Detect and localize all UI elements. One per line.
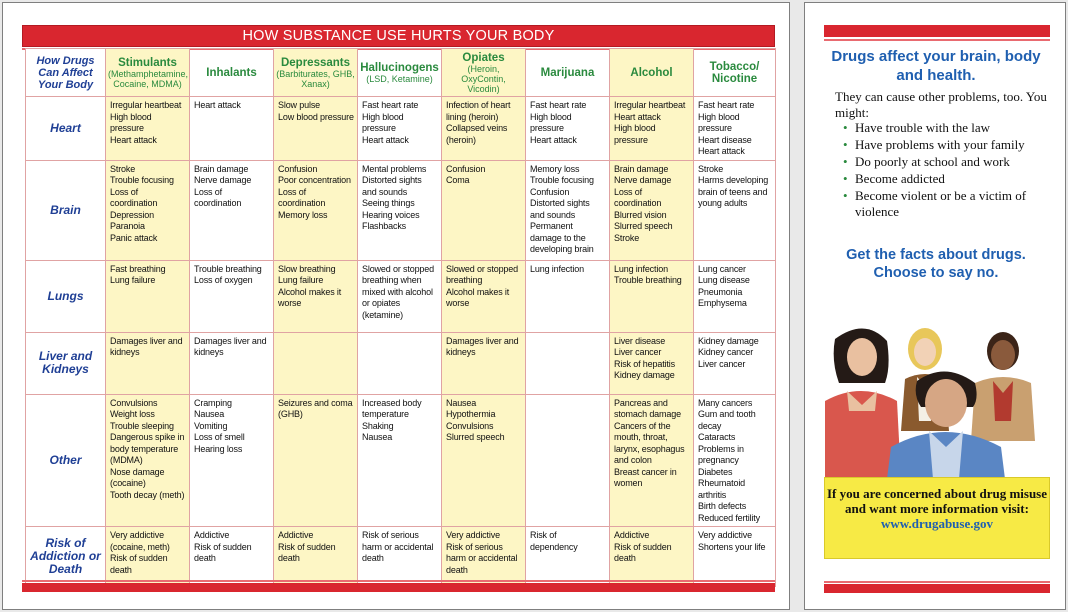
effect-item: Loss of coordination [614, 186, 662, 208]
column-header [442, 49, 526, 97]
effect-item: Seizures and coma (GHB) [278, 397, 353, 419]
column-subtitle: (Barbiturates, GHB, Xanax) [276, 68, 355, 89]
table-cell [610, 97, 694, 161]
header-row [26, 49, 776, 97]
effect-item: Alcohol makes it worse [278, 286, 342, 308]
effect-item: Paranoia [110, 221, 145, 231]
effect-item: Nausea [362, 432, 393, 442]
effect-item: Cramping [194, 397, 232, 408]
table-row [26, 332, 776, 394]
side-heading: Drugs affect your brain, body and health. [831, 48, 1041, 84]
table-cell [106, 527, 190, 587]
column-subtitle: (Heroin, OxyContin, Vicodin) [461, 63, 506, 94]
effect-item: Very addictive [446, 530, 500, 540]
table-title: HOW SUBSTANCE USE HURTS YOUR BODY [22, 25, 775, 47]
column-subtitle: (Methamphetamine, Cocaine, MDMA) [108, 68, 189, 89]
effect-item: Collapsed veins (heroin) [446, 123, 508, 145]
table-cell [694, 332, 776, 394]
effect-item: Risk of hepatitis [614, 358, 675, 369]
list-item [845, 154, 1053, 170]
effect-item: Cataracts [698, 432, 736, 442]
effect-item: Heart attack [362, 134, 409, 145]
column-header [610, 49, 694, 97]
effect-item: Harms developing brain of teens and young adults [698, 175, 769, 208]
effect-item: Brain damage [614, 163, 669, 174]
info-panel [804, 2, 1066, 610]
effect-item: Hearing voices [362, 209, 420, 220]
effect-item: Blurred vision [614, 209, 667, 220]
table-cell [610, 527, 694, 587]
column-name: Alcohol [630, 66, 673, 79]
effect-item: Stroke [110, 163, 136, 174]
effect-item: Cancers of the mouth, throat, larynx, esophagus and colon [614, 420, 685, 465]
table-cell [442, 527, 526, 587]
effect-item: Heart disease [698, 134, 752, 145]
list-item-text: Become addicted [855, 171, 945, 186]
bullet-icon: • [843, 171, 848, 186]
effect-item: Lung disease [698, 275, 750, 285]
effect-item: Seeing things [362, 198, 415, 208]
table-cell [190, 97, 274, 161]
effect-item: Panic attack [110, 232, 158, 243]
info-box-text: If you are concerned about drug misuse and want more information visit: [826, 486, 1048, 516]
corner-label: How Drugs Can Affect Your Body [26, 49, 106, 97]
table-cell [526, 260, 610, 332]
table-cell [358, 332, 442, 394]
effect-item: Damages liver and kidneys [194, 335, 267, 357]
table-cell [190, 527, 274, 587]
table-cell [274, 260, 358, 332]
table-cell [274, 160, 358, 260]
effect-item: Liver disease [614, 335, 666, 346]
effect-item: Loss of coordination [194, 186, 242, 208]
effect-item: Lung failure [278, 275, 324, 285]
teens-illustration [825, 321, 1047, 479]
effect-item: Damages liver and kidneys [110, 335, 183, 357]
effect-item: Weight loss [110, 409, 155, 419]
side-intro: They can cause other problems, too. You might: [835, 89, 1047, 120]
effect-item: Lung failure [110, 275, 156, 285]
row-label: Heart [26, 97, 106, 161]
effect-item: Rheumatoid arthritis [698, 478, 746, 500]
table-cell [442, 160, 526, 260]
row-label: Risk of Addiction or Death [26, 527, 106, 587]
effect-item: Damages liver and kidneys [446, 335, 519, 357]
effect-item: Many cancers [698, 397, 753, 408]
effect-item: Irregular heartbeat [614, 100, 686, 110]
effect-item: Pancreas and stomach damage [614, 397, 681, 419]
table-cell [442, 97, 526, 161]
table-cell [106, 394, 190, 527]
table-cell [106, 160, 190, 260]
column-header [106, 49, 190, 97]
effect-item: Tooth decay (meth) [110, 489, 185, 500]
table-cell [694, 97, 776, 161]
bullet-icon: • [843, 120, 848, 135]
effect-item: Kidney damage [698, 335, 759, 346]
bullet-icon: • [843, 188, 848, 203]
effect-item: High blood pressure [362, 111, 404, 133]
effect-item: Lung cancer [698, 263, 746, 274]
girl-left-figure [825, 328, 901, 479]
effect-item: Dangerous spike in body temperature (MDMA) [110, 432, 185, 465]
table-cell [442, 332, 526, 394]
effect-item: Kidney damage [614, 370, 675, 380]
column-name: Tobacco/ Nicotine [709, 60, 760, 85]
column-name: Hallucinogens [360, 61, 439, 74]
effect-item: Confusion [446, 163, 486, 174]
bottom-bar [22, 583, 775, 592]
row-label: Other [26, 394, 106, 527]
boy-right-figure [971, 332, 1035, 441]
column-name: Marijuana [540, 66, 595, 79]
effect-item: Nerve damage [614, 175, 672, 185]
column-name: Depressants [280, 56, 351, 69]
effect-item: Slow breathing [278, 263, 336, 274]
table-cell [190, 332, 274, 394]
effect-item: Trouble sleeping [110, 420, 174, 431]
list-item [845, 120, 1053, 136]
table-row [26, 97, 776, 161]
column-header [190, 49, 274, 97]
column-subtitle: (LSD, Ketamine) [366, 73, 433, 84]
table-row [26, 160, 776, 260]
effect-item: Heart attack [110, 134, 157, 145]
list-item [845, 188, 1053, 220]
effect-item: Liver cancer [698, 358, 746, 369]
effect-item: Permanent damage to the developing brain [530, 221, 594, 254]
table-cell [526, 394, 610, 527]
table-cell [610, 160, 694, 260]
table-cell [526, 97, 610, 161]
table-cell [106, 97, 190, 161]
table-cell [358, 97, 442, 161]
effect-item: Trouble breathing [614, 275, 682, 285]
effect-item: Diabetes [698, 466, 733, 477]
effect-item: Addictive [614, 530, 650, 540]
effect-item: Poor concentration [278, 175, 351, 185]
table-cell [526, 332, 610, 394]
column-header [358, 49, 442, 97]
effect-item: Low blood pressure [278, 111, 354, 122]
effect-item: Loss of coordination [110, 186, 158, 208]
effect-item: Birth defects [698, 501, 747, 511]
effect-item: Distorted sights and sounds [362, 175, 422, 197]
list-item-text: Become violent or be a victim of violence [855, 188, 1027, 219]
table-row [26, 394, 776, 527]
effect-item: Nose damage (cocaine) [110, 466, 165, 488]
effect-item: Reduced fertility [698, 512, 760, 523]
effect-item: Infection of heart lining (heroin) [446, 100, 511, 122]
effect-item: Nausea [194, 409, 225, 419]
effect-item: Slowed or stopped breathing [446, 263, 518, 285]
effect-item: Risk of serious harm or accidental death [446, 541, 518, 575]
table-cell [358, 394, 442, 527]
effect-item: Liver cancer [614, 347, 662, 357]
effect-item: Loss of coordination [278, 186, 326, 208]
effect-item: Loss of smell [194, 432, 245, 442]
effect-item: Brain damage [194, 163, 249, 174]
column-name: Stimulants [118, 56, 177, 69]
effect-item: High blood pressure [698, 111, 740, 133]
table-cell [274, 394, 358, 527]
effect-item: Coma [446, 175, 470, 185]
effect-item: Increased body temperature [362, 397, 422, 419]
effect-item: Risk of dependency [530, 530, 578, 552]
effect-item: Fast heart rate [530, 100, 587, 110]
column-header [694, 49, 776, 97]
effect-item: Lung infection [530, 263, 584, 274]
column-header [274, 49, 358, 97]
table-cell [694, 160, 776, 260]
row-label: Liver and Kidneys [26, 332, 106, 394]
effect-item: Gum and tooth decay [698, 409, 756, 431]
problems-list [845, 120, 1053, 221]
effect-item: Trouble breathing [194, 263, 262, 274]
table-cell [526, 160, 610, 260]
table-cell [274, 97, 358, 161]
info-box [824, 477, 1050, 559]
effect-item: Slurred speech [614, 221, 673, 231]
effect-item: Memory loss [278, 209, 328, 220]
effect-item: Breast cancer in women [614, 466, 677, 488]
table-cell [442, 394, 526, 527]
list-item-text: Have trouble with the law [855, 120, 991, 135]
bullet-icon: • [843, 154, 848, 169]
table-cell [274, 527, 358, 587]
table-cell [274, 332, 358, 394]
effect-item: High blood pressure [530, 111, 572, 133]
effect-item: Heart attack [194, 100, 241, 110]
table-cell [190, 160, 274, 260]
effect-item: Shortens your life [698, 541, 766, 552]
table-cell [442, 260, 526, 332]
table-cell [106, 332, 190, 394]
effect-item: Problems in pregnancy [698, 443, 744, 465]
effect-item: Irregular heartbeat [110, 100, 182, 110]
effect-item: Convulsions [110, 397, 158, 408]
effect-item: Slowed or stopped breathing when mixed with alcohol or opiates (ketamine) [362, 263, 434, 320]
effect-item: Risk of sudden death [194, 541, 252, 563]
effect-item: Heart attack [614, 111, 661, 122]
table-cell [358, 160, 442, 260]
table-row [26, 260, 776, 332]
effect-item: High blood pressure [614, 123, 656, 145]
effect-item: High blood pressure [110, 111, 152, 133]
row-label: Lungs [26, 260, 106, 332]
table-cell [694, 260, 776, 332]
table-row [26, 527, 776, 587]
bottom-bar-right [824, 584, 1050, 593]
column-name: Inhalants [206, 66, 257, 79]
effect-item: Risk of serious harm or accidental death [362, 530, 434, 563]
top-bar [824, 25, 1050, 37]
effect-item: Risk of sudden death [278, 541, 336, 563]
effect-item: Emphysema [698, 298, 747, 308]
facts-callout: Get the facts about drugs. Choose to say no. [846, 247, 1026, 281]
list-item-text: Do poorly at school and work [855, 154, 1010, 169]
table-cell [694, 394, 776, 527]
chart-panel [2, 2, 790, 610]
effect-item: Shaking [362, 420, 394, 431]
effect-item: Vomiting [194, 420, 228, 431]
website-link[interactable]: www.drugabuse.gov [881, 516, 993, 531]
effect-item: Hearing loss [194, 443, 243, 454]
effect-item: Trouble focusing [530, 175, 594, 185]
effect-item: Pneumonia [698, 286, 743, 297]
table-cell [694, 527, 776, 587]
list-item [845, 171, 1053, 187]
effect-item: Stroke [614, 232, 640, 243]
table-cell [610, 260, 694, 332]
effect-item: Fast heart rate [362, 100, 419, 110]
table-cell [526, 527, 610, 587]
effect-item: Heart attack [530, 134, 577, 145]
effect-item: Confusion [278, 163, 318, 174]
effects-table [25, 48, 776, 587]
effect-item: Heart attack [698, 146, 745, 156]
effect-item: Nerve damage [194, 175, 252, 185]
effect-item: Very addictive (cocaine, meth) [110, 530, 170, 552]
effect-item: Addictive [278, 530, 314, 540]
effect-item: Convulsions [446, 420, 494, 431]
table-cell [610, 394, 694, 527]
list-item-text: Have problems with your family [855, 137, 1025, 152]
effect-item: Flashbacks [362, 221, 407, 231]
table-cell [106, 260, 190, 332]
bullet-icon: • [843, 137, 848, 152]
effect-item: Slow pulse [278, 100, 321, 110]
effect-item: Loss of oxygen [194, 275, 253, 285]
effect-item: Depression [110, 209, 155, 220]
effect-item: Slurred speech [446, 432, 505, 442]
table-cell [358, 260, 442, 332]
column-header [526, 49, 610, 97]
effect-item: Kidney cancer [698, 347, 754, 357]
table-cell [358, 527, 442, 587]
effect-item: Hypothermia [446, 409, 496, 419]
effect-item: Addictive [194, 530, 230, 540]
table-cell [610, 332, 694, 394]
effect-item: Confusion [530, 186, 570, 197]
effect-item: Risk of sudden death [614, 541, 672, 563]
effect-item: Trouble focusing [110, 175, 174, 185]
effect-item: Distorted sights and sounds [530, 198, 590, 220]
effect-item: Nausea [446, 397, 477, 408]
effect-item: Very addictive [698, 530, 752, 540]
list-item [845, 137, 1053, 153]
effect-item: Fast heart rate [698, 100, 755, 110]
effect-item: Risk of sudden death [110, 553, 168, 575]
effect-item: Mental problems [362, 163, 427, 174]
effect-item: Lung infection [614, 263, 668, 274]
effect-item: Alcohol makes it worse [446, 286, 510, 308]
table-cell [190, 394, 274, 527]
effect-item: Fast breathing [110, 263, 166, 274]
column-name: Opiates [462, 51, 505, 64]
effect-item: Memory loss [530, 163, 580, 174]
row-label: Brain [26, 160, 106, 260]
effect-item: Stroke [698, 163, 724, 174]
table-cell [190, 260, 274, 332]
